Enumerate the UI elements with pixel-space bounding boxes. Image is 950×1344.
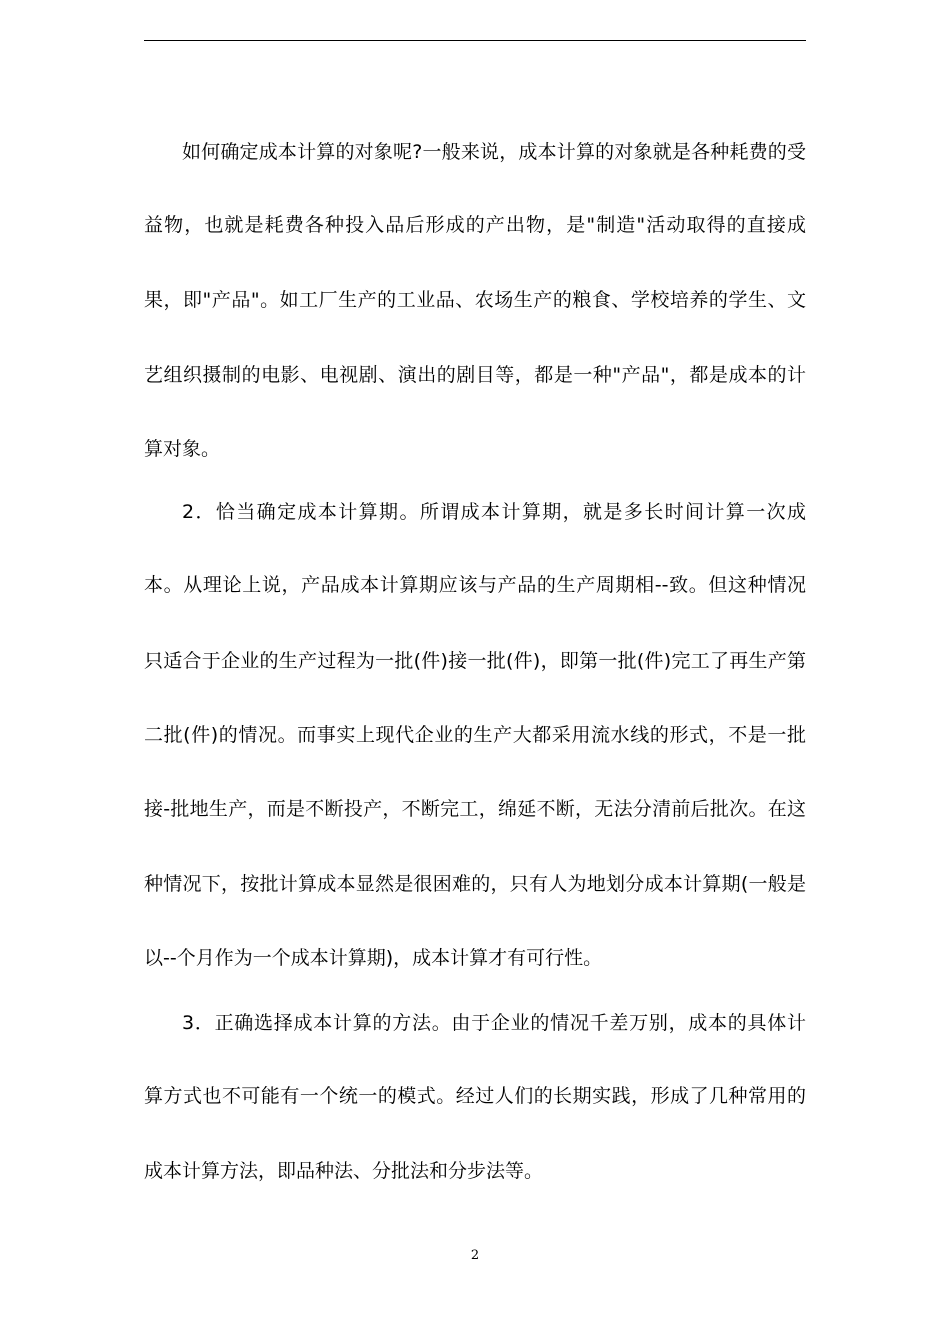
text-line: 以--个月作为一个成本计算期)，成本计算才有可行性。 (144, 947, 603, 969)
text-line: 只适合于企业的生产过程为一批(件)接一批(件)，即第一批(件)完工了再生产第 (144, 650, 806, 672)
text-line: 2．恰当确定成本计算期。所谓成本计算期，就是多长时间计算一次成 (182, 501, 806, 523)
text-line: 3．正确选择成本计算的方法。由于企业的情况千差万别，成本的具体计 (182, 1012, 806, 1034)
text-line: 种情况下，按批计算成本显然是很困难的，只有人为地划分成本计算期(一般是 (144, 873, 806, 895)
text-line: 如何确定成本计算的对象呢?一般来说，成本计算的对象就是各种耗费的受 (182, 141, 806, 163)
text-line: 益物，也就是耗费各种投入品后形成的产出物，是"制造"活动取得的直接成 (144, 214, 806, 236)
text-line: 果，即"产品"。如工厂生产的工业品、农场生产的粮食、学校培养的学生、文 (144, 289, 806, 311)
text-line: 二批(件)的情况。而事实上现代企业的生产大都采用流水线的形式，不是一批 (144, 724, 806, 746)
text-line: 算方式也不可能有一个统一的模式。经过人们的长期实践，形成了几种常用的 (144, 1085, 806, 1107)
page-number: 2 (470, 1248, 480, 1263)
text-line: 算对象。 (144, 438, 221, 460)
text-line: 本。从理论上说，产品成本计算期应该与产品的生产周期相--致。但这种情况 (144, 574, 806, 596)
text-line: 成本计算方法，即品种法、分批法和分步法等。 (144, 1160, 544, 1182)
text-line: 艺组织摄制的电影、电视剧、演出的剧目等，都是一种"产品"，都是成本的计 (144, 364, 806, 386)
text-line: 接-批地生产，而是不断投产，不断完工，绵延不断，无法分清前后批次。在这 (144, 798, 806, 820)
header-rule (144, 40, 806, 41)
